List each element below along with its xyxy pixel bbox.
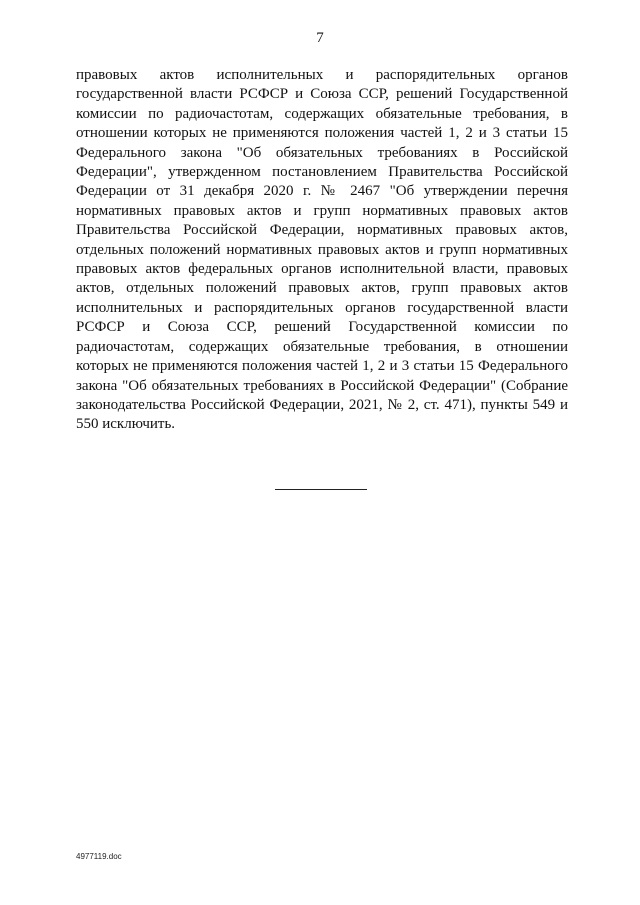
body-paragraph: правовых актов исполнительных и распорядительных органов государственной власти РСФСР и Союза ССР, решений Государственной комиссии по радиочастотам, содержащих обязательные требования, в отношении которых не применяются положения частей 1, 2 и 3 статьи 15 Федерального закона "Об обязательных требованиях в Российской Федерации", утвержденном постановлением Правительства Российской Федерации от 31 декабря 2020 г. № 2467 "Об утверждении перечня нормативных правовых актов и групп нормативных правовых актов Правительства Российской Федерации, нормативных правовых актов, отдельных положений нормативных правовых актов и групп нормативных правовых актов федеральных органов исполнительной власти, правовых актов, отдельных положений правовых актов, групп правовых актов исполнительных и распорядительных органов государственной власти РСФСР и Союза ССР, решений Государственной комиссии по радиочастотам, содержащих обязательные требования, в отношении которых не применяются положения частей 1, 2 и 3 статьи 15 Федерального закона "Об обязательных требованиях в Российской Федерации" (Собрание законодательства Российской Федерации, 2021, № 2, ст. 471), пункты 549 и 550 исключить.: [76, 67, 568, 433]
document-code: 4977119.doc: [76, 852, 122, 861]
closing-rule: [275, 489, 367, 490]
page-number: 7: [316, 30, 324, 46]
